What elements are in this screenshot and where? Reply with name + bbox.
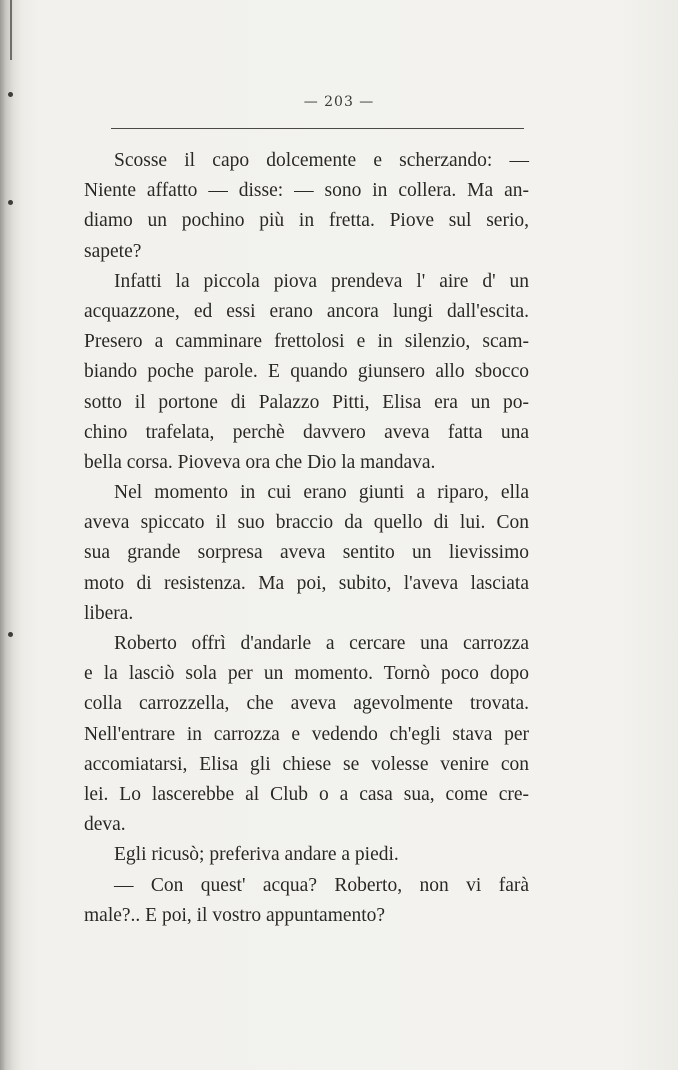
text-line: — Con quest' acqua? Roberto, non vi farà: [114, 874, 529, 896]
text-line: libera.: [84, 602, 134, 624]
binding-mark: [10, 0, 12, 60]
text-line: male?.. E poi, il vostro appuntamento?: [84, 904, 386, 926]
text-line: Egli ricusò; preferiva andare a piedi.: [114, 844, 399, 866]
binding-edge: [0, 0, 22, 1070]
ink-speck: [8, 200, 13, 205]
text-line: bella corsa. Pioveva ora che Dio la mandava.: [84, 451, 436, 473]
text-line: diamo un pochino più in fretta. Piove sul serio,: [84, 210, 529, 232]
text-line: Infatti la piccola piova prendeva l' aire d' un: [114, 270, 529, 292]
text-line: colla carrozzella, che aveva agevolmente trovata.: [84, 693, 529, 715]
text-line: deva.: [84, 814, 126, 836]
text-line: aveva spiccato il suo braccio da quello di lui. Con: [84, 512, 529, 534]
text-line: Nel momento in cui erano giunti a riparo, ella: [114, 482, 529, 504]
body-text: [84, 146, 529, 931]
text-line: acquazzone, ed essi erano ancora lungi dall'escita.: [84, 300, 529, 322]
ink-speck: [8, 632, 13, 637]
text-line: e la lasciò sola per un momento. Tornò poco dopo: [84, 663, 529, 685]
text-line: Niente affatto — disse: — sono in collera. Ma an-: [84, 180, 529, 202]
text-line: lei. Lo lascerebbe al Club o a casa sua, come cre-: [84, 783, 529, 805]
text-line: sotto il portone di Palazzo Pitti, Elisa era un po-: [84, 391, 529, 413]
page-number: — 203 —: [303, 94, 375, 110]
text-line: Nell'entrare in carrozza e vedendo ch'egli stava per: [84, 723, 529, 745]
text-line: moto di resistenza. Ma poi, subito, l'aveva lasciata: [84, 572, 529, 594]
text-line: Roberto offrì d'andarle a cercare una carrozza: [114, 633, 529, 654]
text-line: accomiatarsi, Elisa gli chiese se volesse venire con: [84, 753, 529, 775]
header-rule: [111, 128, 524, 129]
text-line: biando poche parole. E quando giunsero allo sbocco: [84, 361, 529, 383]
text-line: chino trafelata, perchè davvero aveva fatta una: [84, 421, 529, 443]
text-line: Scosse il capo dolcemente e scherzando: —: [114, 150, 529, 171]
text-line: sua grande sorpresa aveva sentito un lievissimo: [84, 542, 529, 564]
text-line: Presero a camminare frettolosi e in silenzio, scam-: [84, 331, 529, 353]
text-line: sapete?: [84, 240, 142, 262]
